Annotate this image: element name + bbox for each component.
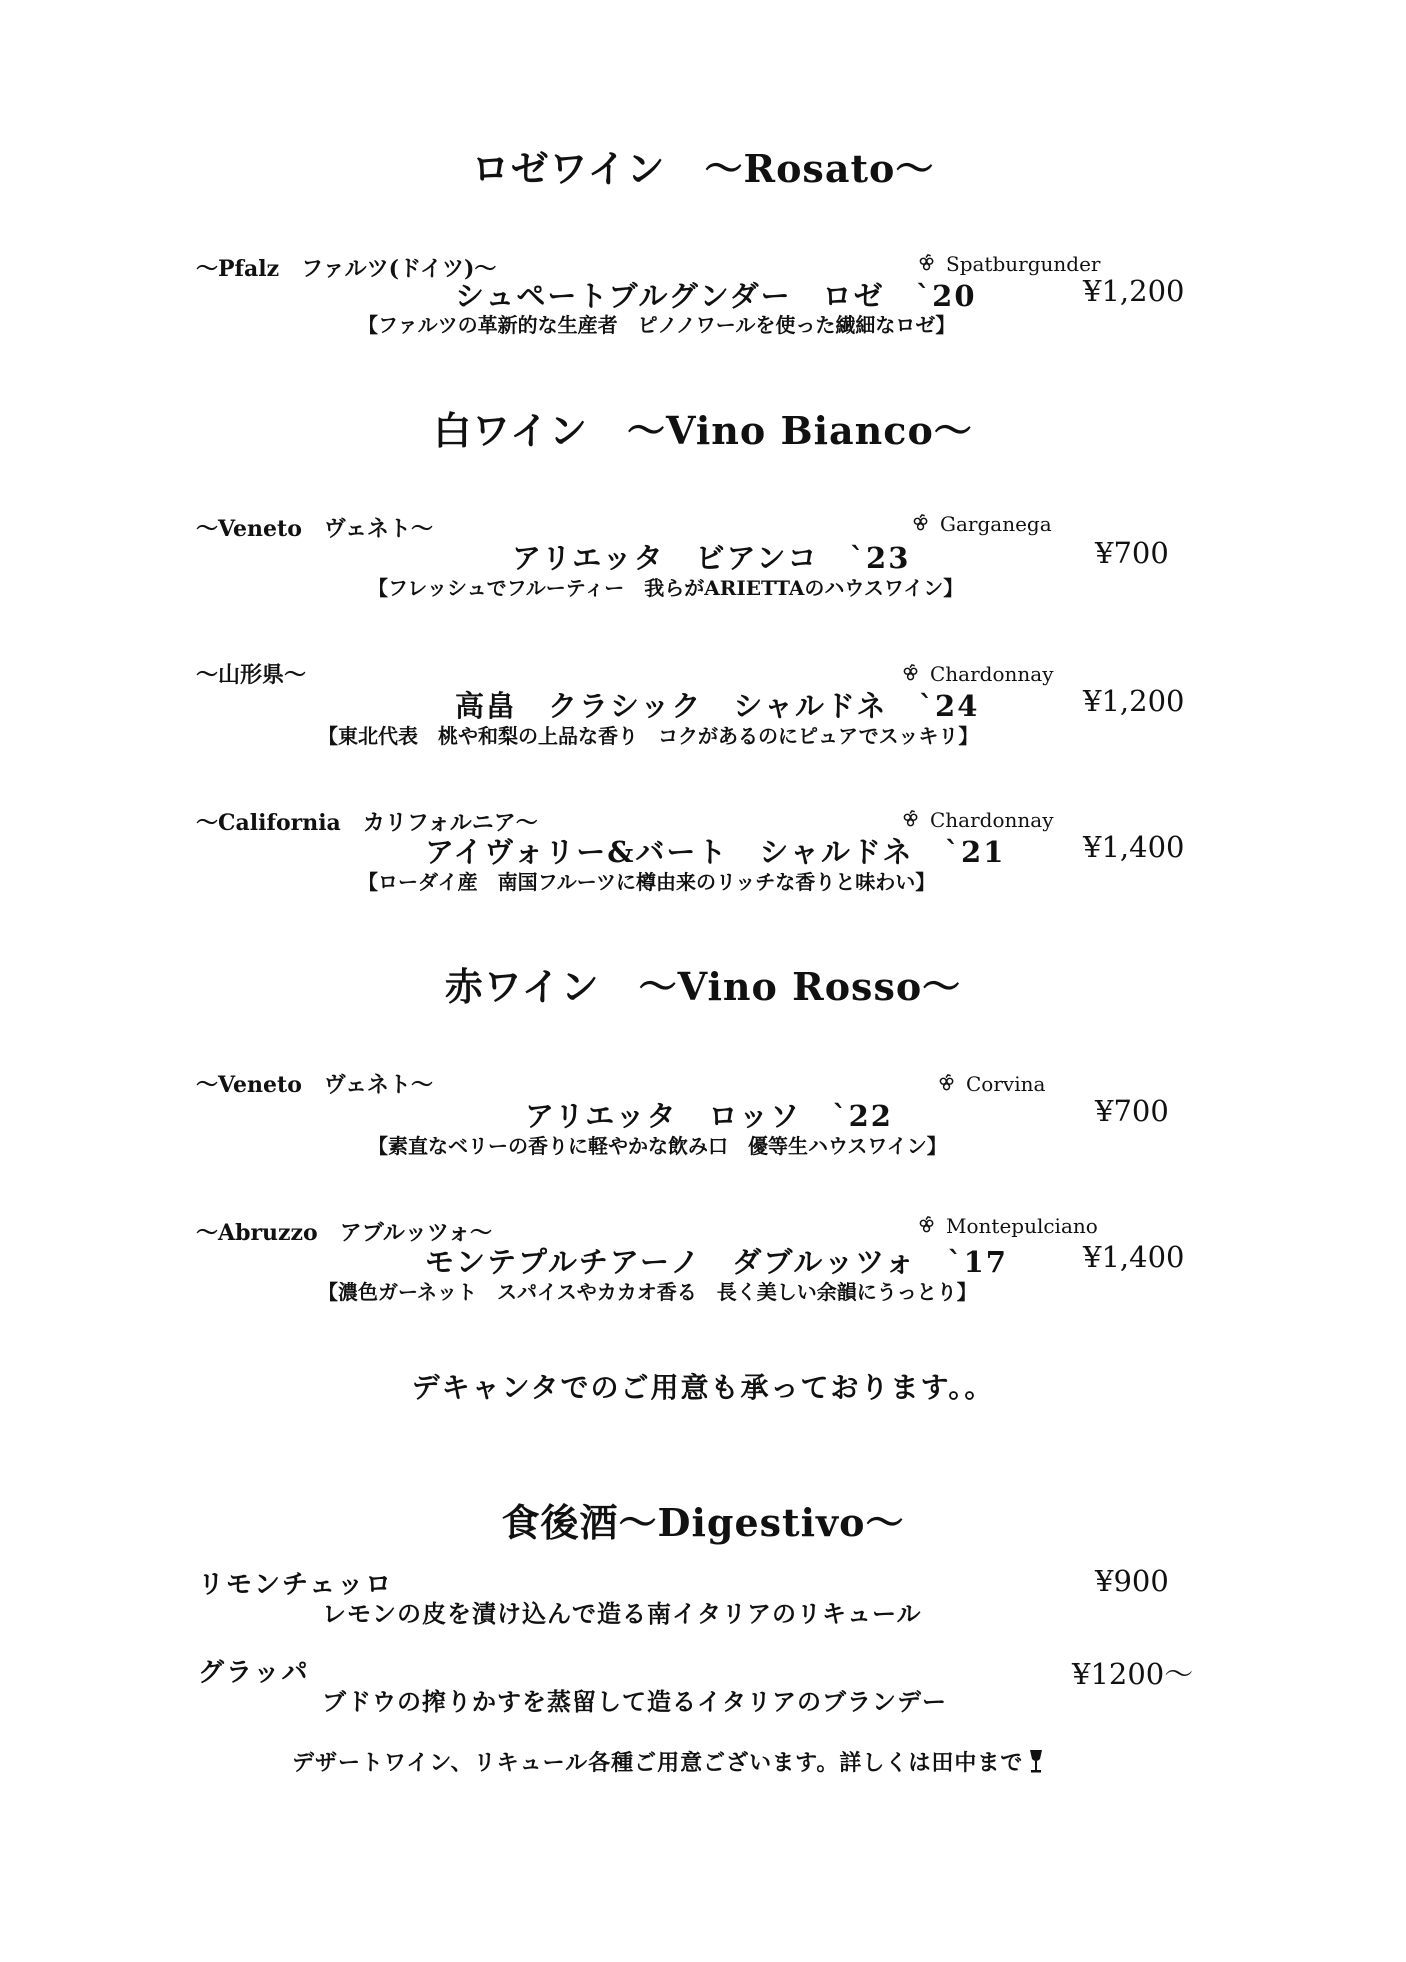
digestivo-description: レモンの皮を漬け込んで造る南イタリアのリキュール [322,1599,922,1628]
wine-name: シュペートブルグンダー ロゼ `20 [455,279,977,313]
grape-variety [916,1214,1098,1238]
wine-price: ¥1,400 [1083,830,1185,864]
grape-variety [936,1072,1045,1096]
grape-label: Corvina [966,1072,1046,1096]
grape-variety [900,662,1054,686]
wine-glass-icon [1027,1748,1045,1776]
grape-icon [910,513,932,535]
wine-price: ¥700 [1095,536,1169,570]
wine-price: ¥1,200 [1083,684,1185,718]
section-title-rose: ロゼワイン ～Rosato～ [471,146,935,191]
wine-description: 【東北代表 桃や和梨の上品な香り コクがあるのにピュアでスッキリ】 [318,724,979,748]
section-title-red: 赤ワイン ～Vino Rosso～ [444,964,962,1009]
grape-icon [916,253,938,275]
wine-price: ¥1,400 [1083,1240,1185,1274]
section-title-white: 白ワイン ～Vino Bianco～ [433,408,973,453]
grape-label: Chardonnay [930,808,1054,832]
wine-description: 【ファルツの革新的な生産者 ピノノワールを使った繊細なロゼ】 [358,313,956,337]
footer-text: デザートワイン、リキュール各種ご用意ございます。詳しくは田中まで [292,1750,1024,1776]
footer-note [292,1746,1045,1777]
wine-description: 【ローダイ産 南国フルーツに樽由来のリッチな香りと味わい】 [358,870,936,894]
wine-description: 【フレッシュでフルーティー 我らがARIETTAのハウスワイン】 [368,576,964,600]
wine-name: アリエッタ ロッソ `22 [525,1099,893,1133]
grape-icon [936,1073,958,1095]
wine-region: ～California カリフォルニア～ [196,810,538,836]
wine-region: ～Veneto ヴェネト～ [196,516,433,542]
decanter-note: デキャンタでのご用意も承っております。。 [411,1371,995,1404]
grape-label: Spatburgunder [946,252,1101,276]
wine-region: ～Pfalz ファルツ(ドイツ)～ [196,256,497,282]
wine-region: ～Abruzzo アブルッツォ～ [196,1220,492,1246]
grape-label: Montepulciano [946,1214,1098,1238]
digestivo-name: グラッパ [198,1658,310,1688]
grape-label: Garganega [940,512,1052,536]
grape-icon [916,1215,938,1237]
digestivo-name: リモンチェッロ [198,1570,394,1600]
wine-region: ～Veneto ヴェネト～ [196,1072,433,1098]
wine-name: モンテプルチアーノ ダブルッツォ `17 [425,1245,1008,1279]
digestivo-description: ブドウの搾りかすを蒸留して造るイタリアのブランデー [322,1687,947,1716]
grape-variety [910,512,1052,536]
grape-icon [900,809,922,831]
section-title-digestivo: 食後酒～Digestivo～ [501,1500,905,1545]
grape-variety [900,808,1054,832]
grape-variety [916,252,1100,276]
wine-price: ¥700 [1095,1094,1169,1128]
wine-name: 高畠 クラシック シャルドネ `24 [455,689,980,723]
digestivo-price: ¥900 [1095,1564,1169,1598]
wine-name: アイヴォリー&バート シャルドネ `21 [425,835,1006,869]
digestivo-price: ¥1200～ [1072,1657,1194,1691]
wine-region: ～山形県～ [196,662,307,688]
wine-description: 【素直なベリーの香りに軽やかな飲み口 優等生ハウスワイン】 [368,1134,947,1158]
grape-icon [900,663,922,685]
wine-description: 【濃色ガーネット スパイスやカカオ香る 長く美しい余韻にうっとり】 [318,1280,977,1304]
wine-price: ¥1,200 [1083,274,1185,308]
wine-name: アリエッタ ビアンコ `23 [512,541,911,575]
grape-label: Chardonnay [930,662,1054,686]
